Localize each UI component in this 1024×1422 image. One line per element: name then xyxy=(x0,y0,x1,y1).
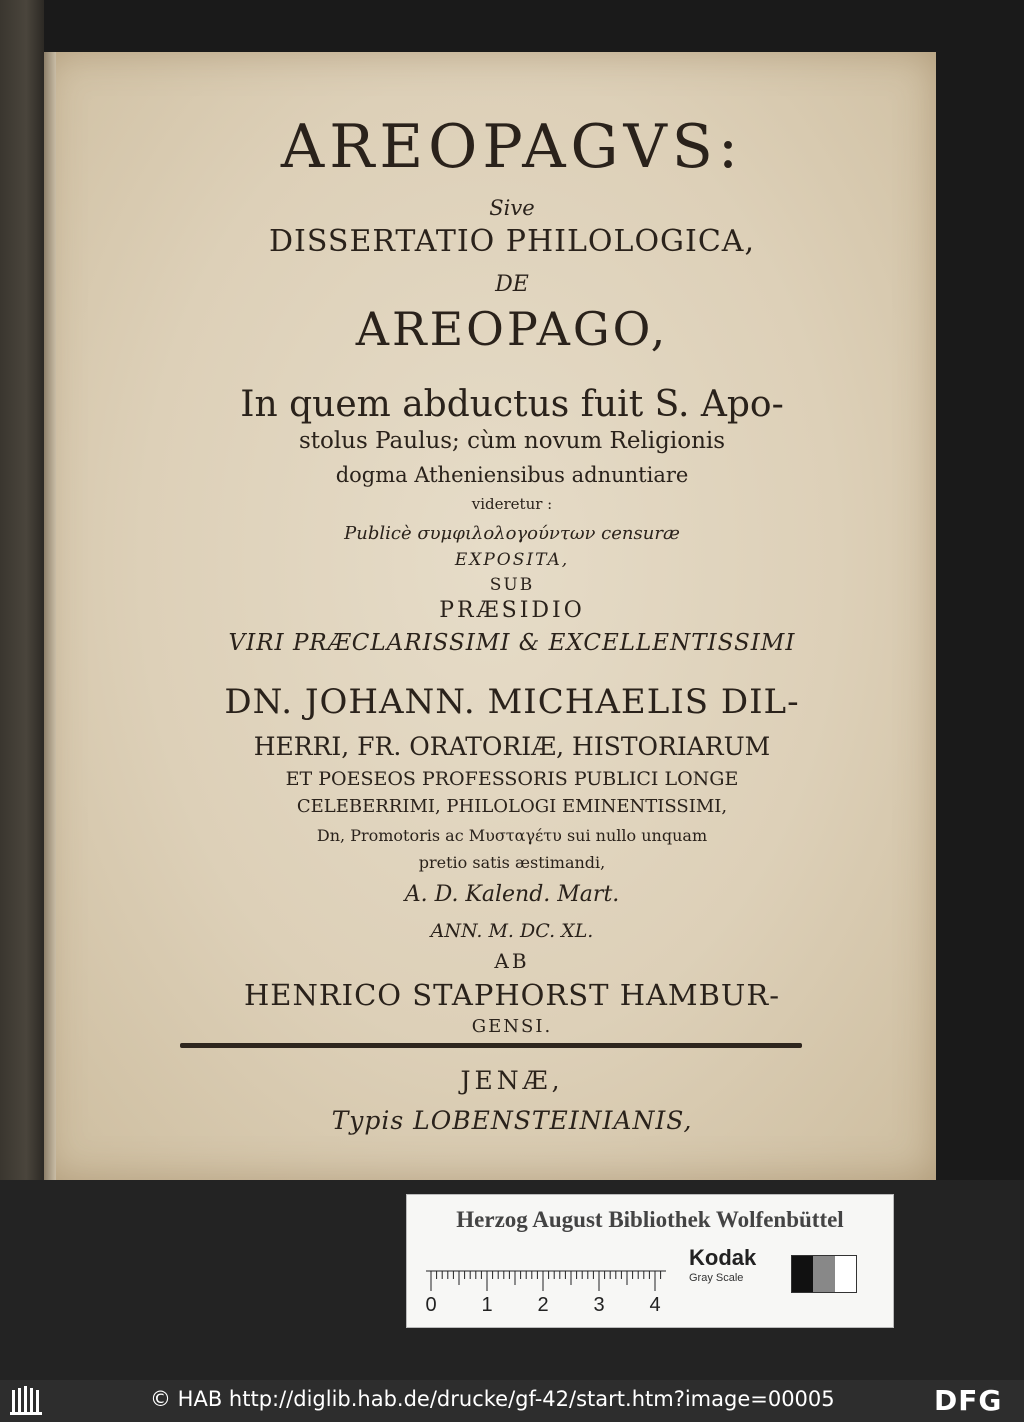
line-promotoris: Dn, Promotoris ac Μυσταγέτυ sui nullo unquam xyxy=(316,826,708,845)
line-celeberrimi: CELEBERRIMI, PHILOLOGI EMINENTISSIMI, xyxy=(296,796,728,817)
line-exposita: EXPOSITA, xyxy=(454,550,570,570)
line-areopago: AREOPAGO, xyxy=(355,302,669,356)
divider-rule xyxy=(180,1043,802,1048)
line-henrico: HENRICO STAPHORST HAMBUR- xyxy=(243,978,781,1012)
line-typis: Typis LOBENSTEINIANIS, xyxy=(331,1106,693,1135)
ruler-label: 3 xyxy=(593,1294,605,1316)
line-videretur: videretur : xyxy=(471,495,553,513)
kodak-label: Kodak xyxy=(689,1245,757,1270)
line-gensi: GENSI. xyxy=(471,1016,553,1037)
line-herri: HERRI, FR. ORATORIÆ, HISTORIARUM xyxy=(253,732,771,761)
centimeter-ruler xyxy=(421,1249,671,1319)
ruler-label: 4 xyxy=(649,1294,661,1316)
title-areopagus: AREOPAGVS: xyxy=(280,112,744,182)
line-praesidio: PRÆSIDIO xyxy=(439,598,585,623)
ruler-label: 1 xyxy=(481,1294,493,1316)
library-scale-card xyxy=(406,1194,894,1328)
line-ab: AB xyxy=(494,949,530,973)
footer-bar xyxy=(0,1380,1024,1422)
swatch-black xyxy=(792,1256,813,1292)
line-jenae: JENÆ, xyxy=(460,1066,564,1095)
line-dn-johann: DN. JOHANN. MICHAELIS DIL- xyxy=(224,682,800,722)
line-sive: Sive xyxy=(489,196,535,220)
line-in-quem: In quem abductus fuit S. Apo- xyxy=(240,384,784,425)
line-de: DE xyxy=(495,272,529,297)
line-dissertatio: DISSERTATIO PHILOLOGICA, xyxy=(268,224,756,259)
gray-scale-swatch xyxy=(791,1255,857,1293)
line-poeseos: ET POESEOS PROFESSORIS PUBLICI LONGE xyxy=(285,768,739,790)
gray-scale-label: Gray Scale xyxy=(689,1272,744,1284)
line-pretio: pretio satis æstimandi, xyxy=(418,853,606,872)
dfg-logo: DFG xyxy=(934,1384,1003,1417)
swatch-gray xyxy=(813,1256,834,1292)
hab-logo-icon xyxy=(10,1386,50,1416)
ruler-label: 2 xyxy=(537,1294,549,1316)
copyright-url[interactable]: © HAB http://diglib.hab.de/drucke/gf-42/start.htm?image=00005 xyxy=(150,1387,835,1411)
line-sub: SUB xyxy=(489,575,535,595)
line-viri: VIRI PRÆCLARISSIMI & EXCELLENTISSIMI xyxy=(228,630,796,656)
line-year: ANN. M. DC. XL. xyxy=(430,920,594,942)
line-date: A. D. Kalend. Mart. xyxy=(404,882,620,907)
line-stolus: stolus Paulus; cùm novum Religionis xyxy=(298,428,726,454)
line-dogma: dogma Atheniensibus adnuntiare xyxy=(335,463,689,487)
ruler-label: 0 xyxy=(425,1294,437,1316)
line-publice: Publicè συμφιλολογούντων censuræ xyxy=(344,523,680,544)
swatch-white xyxy=(835,1256,856,1292)
library-name: Herzog August Bibliothek Wolfenbüttel xyxy=(456,1207,844,1232)
